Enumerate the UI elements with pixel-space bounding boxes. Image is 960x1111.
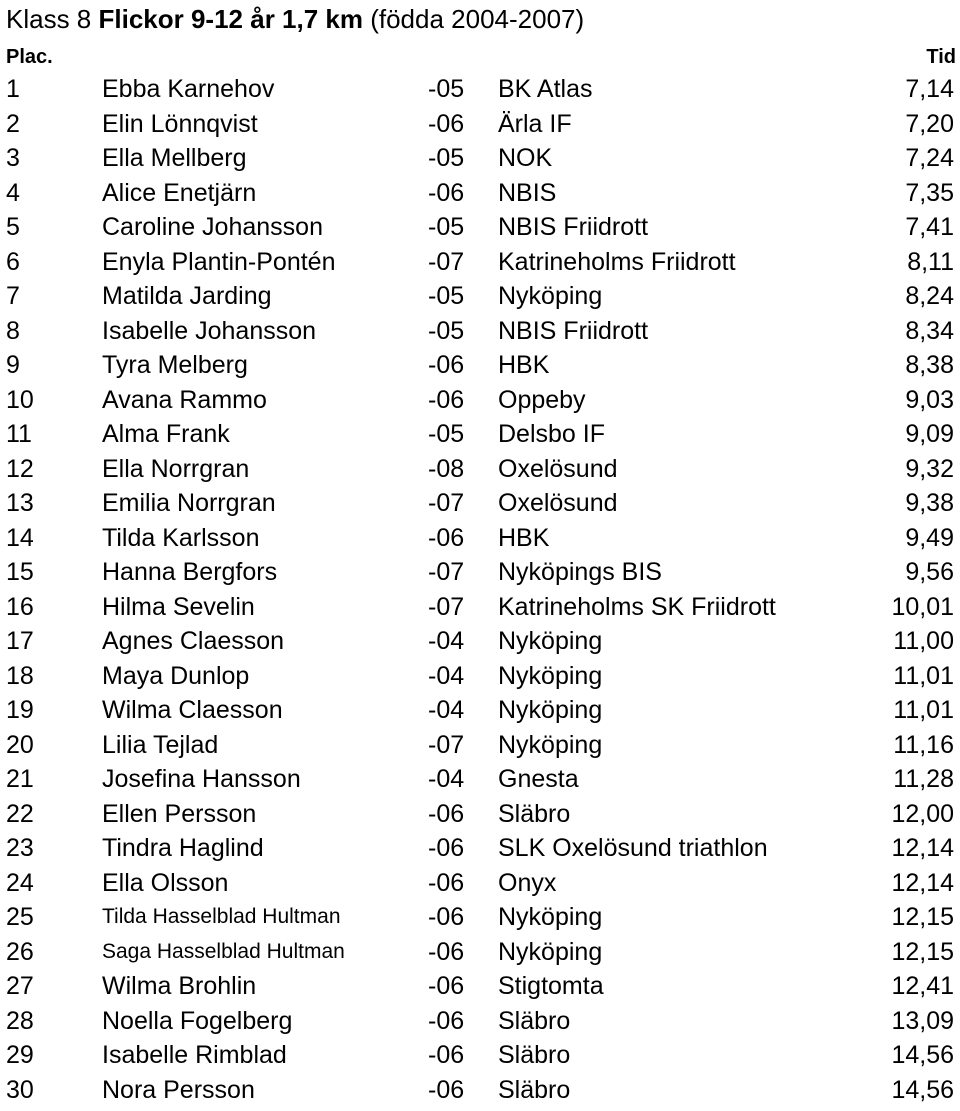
name-cell: Tindra Haglind xyxy=(102,834,264,862)
birth-year-cell: -06 xyxy=(428,834,465,862)
time-cell: 11,28 xyxy=(893,765,954,793)
club-cell: Nyköping xyxy=(498,282,603,310)
name-cell: Saga Hasselblad Hultman xyxy=(102,939,345,963)
time-cell: 7,20 xyxy=(905,109,954,138)
place-cell: 30 xyxy=(6,1075,34,1104)
club-cell: Gnesta xyxy=(498,765,579,793)
place-cell: 9 xyxy=(6,351,20,379)
name-cell: Tilda Karlsson xyxy=(102,523,260,552)
time-cell: 9,56 xyxy=(905,558,954,586)
club-cell: Släbro xyxy=(498,1041,571,1069)
title-prefix: Klass 8 xyxy=(6,4,99,34)
place-cell: 8 xyxy=(6,316,20,345)
birth-year-cell: -06 xyxy=(428,351,465,379)
result-row xyxy=(0,279,960,314)
place-cell: 6 xyxy=(6,247,20,276)
name-cell: Lilia Tejlad xyxy=(102,730,219,759)
place-cell: 22 xyxy=(6,799,34,828)
birth-year-cell: -06 xyxy=(428,868,465,897)
birth-year-cell: -05 xyxy=(428,316,465,345)
time-cell: 9,09 xyxy=(905,420,954,448)
name-cell: Ella Olsson xyxy=(102,868,229,897)
time-cell: 12,14 xyxy=(891,834,954,862)
result-row xyxy=(0,1073,960,1108)
name-cell: Alma Frank xyxy=(102,420,230,448)
time-cell: 9,32 xyxy=(905,454,954,483)
club-cell: Nyköping xyxy=(498,627,603,655)
page-title xyxy=(6,2,584,36)
result-row xyxy=(0,590,960,625)
club-cell: Katrineholms Friidrott xyxy=(498,247,736,276)
result-row xyxy=(0,797,960,832)
place-cell: 27 xyxy=(6,972,34,1000)
birth-year-cell: -06 xyxy=(428,1041,465,1069)
name-cell: Wilma Claesson xyxy=(102,696,283,724)
result-row xyxy=(0,176,960,211)
result-row xyxy=(0,1004,960,1039)
result-row xyxy=(0,417,960,452)
time-cell: 11,16 xyxy=(893,730,954,759)
header-time: Tid xyxy=(926,46,956,68)
name-cell: Isabelle Rimblad xyxy=(102,1041,287,1069)
results-list xyxy=(0,72,960,1107)
result-row xyxy=(0,1038,960,1073)
club-cell: NBIS Friidrott xyxy=(498,213,649,241)
birth-year-cell: -04 xyxy=(428,696,465,724)
place-cell: 1 xyxy=(6,75,20,103)
time-cell: 10,01 xyxy=(891,592,954,621)
club-cell: Oxelösund xyxy=(498,454,618,483)
title-suffix: (födda 2004-2007) xyxy=(362,4,585,34)
birth-year-cell: -05 xyxy=(428,213,465,241)
result-row xyxy=(0,866,960,901)
name-cell: Agnes Claesson xyxy=(102,627,285,655)
club-cell: SLK Oxelösund triathlon xyxy=(498,834,768,862)
result-row xyxy=(0,969,960,1004)
result-row xyxy=(0,314,960,349)
birth-year-cell: -05 xyxy=(428,144,465,172)
name-cell: Tyra Melberg xyxy=(102,351,248,379)
name-cell: Hanna Bergfors xyxy=(102,558,278,586)
club-cell: HBK xyxy=(498,351,550,379)
result-row xyxy=(0,624,960,659)
place-cell: 29 xyxy=(6,1041,34,1069)
birth-year-cell: -06 xyxy=(428,799,465,828)
birth-year-cell: -06 xyxy=(428,937,465,966)
time-cell: 8,38 xyxy=(905,351,954,379)
birth-year-cell: -07 xyxy=(428,730,465,759)
place-cell: 2 xyxy=(6,109,20,138)
result-row xyxy=(0,210,960,245)
club-cell: NBIS xyxy=(498,178,557,207)
time-cell: 12,15 xyxy=(891,903,954,931)
time-cell: 8,34 xyxy=(905,316,954,345)
time-cell: 8,11 xyxy=(907,247,954,276)
place-cell: 21 xyxy=(6,765,34,793)
time-cell: 11,00 xyxy=(893,627,954,655)
club-cell: NOK xyxy=(498,144,553,172)
result-row xyxy=(0,141,960,176)
place-cell: 16 xyxy=(6,592,34,621)
club-cell: Släbro xyxy=(498,1075,571,1104)
birth-year-cell: -07 xyxy=(428,247,465,276)
name-cell: Emilia Norrgran xyxy=(102,489,276,517)
result-row xyxy=(0,728,960,763)
club-cell: Delsbo IF xyxy=(498,420,605,448)
place-cell: 14 xyxy=(6,523,34,552)
name-cell: Hilma Sevelin xyxy=(102,592,255,621)
time-cell: 11,01 xyxy=(893,661,954,690)
time-cell: 9,03 xyxy=(905,385,954,414)
place-cell: 3 xyxy=(6,144,20,172)
result-row xyxy=(0,486,960,521)
place-cell: 13 xyxy=(6,489,34,517)
time-cell: 7,14 xyxy=(905,75,954,103)
time-cell: 12,41 xyxy=(891,972,954,1000)
club-cell: Nyköping xyxy=(498,903,603,931)
name-cell: Noella Fogelberg xyxy=(102,1006,293,1035)
time-cell: 7,24 xyxy=(905,144,954,172)
birth-year-cell: -06 xyxy=(428,972,465,1000)
time-cell: 13,09 xyxy=(891,1006,954,1035)
time-cell: 9,49 xyxy=(905,523,954,552)
club-cell: Släbro xyxy=(498,799,571,828)
club-cell: NBIS Friidrott xyxy=(498,316,649,345)
club-cell: Oxelösund xyxy=(498,489,618,517)
place-cell: 25 xyxy=(6,903,34,931)
birth-year-cell: -06 xyxy=(428,903,465,931)
club-cell: Nyköping xyxy=(498,661,603,690)
birth-year-cell: -06 xyxy=(428,109,465,138)
result-row xyxy=(0,521,960,556)
result-row xyxy=(0,659,960,694)
name-cell: Nora Persson xyxy=(102,1075,255,1104)
header-place: Plac. xyxy=(6,46,53,68)
place-cell: 24 xyxy=(6,868,34,897)
time-cell: 7,41 xyxy=(905,213,954,241)
place-cell: 15 xyxy=(6,558,34,586)
club-cell: Släbro xyxy=(498,1006,571,1035)
club-cell: Nyköping xyxy=(498,730,603,759)
birth-year-cell: -04 xyxy=(428,627,465,655)
place-cell: 7 xyxy=(6,282,20,310)
name-cell: Alice Enetjärn xyxy=(102,178,257,207)
time-cell: 14,56 xyxy=(891,1041,954,1069)
birth-year-cell: -06 xyxy=(428,385,465,414)
name-cell: Enyla Plantin-Pontén xyxy=(102,247,336,276)
name-cell: Ellen Persson xyxy=(102,799,257,828)
birth-year-cell: -07 xyxy=(428,489,465,517)
name-cell: Ebba Karnehov xyxy=(102,75,275,103)
place-cell: 28 xyxy=(6,1006,34,1035)
club-cell: Oppeby xyxy=(498,385,586,414)
place-cell: 18 xyxy=(6,661,34,690)
name-cell: Ella Mellberg xyxy=(102,144,247,172)
time-cell: 9,38 xyxy=(905,489,954,517)
result-row xyxy=(0,107,960,142)
birth-year-cell: -06 xyxy=(428,178,465,207)
name-cell: Tilda Hasselblad Hultman xyxy=(102,905,341,928)
birth-year-cell: -05 xyxy=(428,282,465,310)
place-cell: 19 xyxy=(6,696,34,724)
name-cell: Isabelle Johansson xyxy=(102,316,317,345)
result-row xyxy=(0,900,960,935)
club-cell: Stigtomta xyxy=(498,972,604,1000)
place-cell: 20 xyxy=(6,730,34,759)
birth-year-cell: -07 xyxy=(428,558,465,586)
club-cell: HBK xyxy=(498,523,550,552)
birth-year-cell: -04 xyxy=(428,765,465,793)
result-row xyxy=(0,452,960,487)
place-cell: 26 xyxy=(6,937,34,966)
time-cell: 8,24 xyxy=(905,282,954,310)
place-cell: 23 xyxy=(6,834,34,862)
club-cell: Nyköpings BIS xyxy=(498,558,662,586)
place-cell: 5 xyxy=(6,213,20,241)
name-cell: Avana Rammo xyxy=(102,385,267,414)
name-cell: Josefina Hansson xyxy=(102,765,301,793)
birth-year-cell: -05 xyxy=(428,420,465,448)
name-cell: Wilma Brohlin xyxy=(102,972,257,1000)
club-cell: Nyköping xyxy=(498,696,603,724)
birth-year-cell: -05 xyxy=(428,75,465,103)
time-cell: 12,00 xyxy=(891,799,954,828)
result-row xyxy=(0,348,960,383)
result-row xyxy=(0,245,960,280)
result-row xyxy=(0,935,960,970)
result-row xyxy=(0,831,960,866)
birth-year-cell: -06 xyxy=(428,523,465,552)
place-cell: 17 xyxy=(6,627,34,655)
club-cell: Ärla IF xyxy=(498,109,572,138)
name-cell: Maya Dunlop xyxy=(102,661,250,690)
place-cell: 4 xyxy=(6,178,20,207)
birth-year-cell: -04 xyxy=(428,661,465,690)
result-row xyxy=(0,693,960,728)
club-cell: Nyköping xyxy=(498,937,603,966)
birth-year-cell: -06 xyxy=(428,1075,465,1104)
birth-year-cell: -07 xyxy=(428,592,465,621)
club-cell: BK Atlas xyxy=(498,75,593,103)
time-cell: 7,35 xyxy=(905,178,954,207)
name-cell: Ella Norrgran xyxy=(102,454,250,483)
time-cell: 14,56 xyxy=(891,1075,954,1104)
time-cell: 12,14 xyxy=(891,868,954,897)
birth-year-cell: -06 xyxy=(428,1006,465,1035)
result-row xyxy=(0,72,960,107)
name-cell: Matilda Jarding xyxy=(102,282,272,310)
name-cell: Elin Lönnqvist xyxy=(102,109,258,138)
result-row xyxy=(0,555,960,590)
name-cell: Caroline Johansson xyxy=(102,213,323,241)
place-cell: 12 xyxy=(6,454,34,483)
time-cell: 12,15 xyxy=(891,937,954,966)
club-cell: Katrineholms SK Friidrott xyxy=(498,592,776,621)
title-class-name: Flickor 9-12 år 1,7 km xyxy=(98,4,363,34)
result-row xyxy=(0,383,960,418)
place-cell: 11 xyxy=(6,420,32,448)
result-row xyxy=(0,762,960,797)
club-cell: Onyx xyxy=(498,868,557,897)
place-cell: 10 xyxy=(6,385,34,414)
birth-year-cell: -08 xyxy=(428,454,465,483)
time-cell: 11,01 xyxy=(893,696,954,724)
